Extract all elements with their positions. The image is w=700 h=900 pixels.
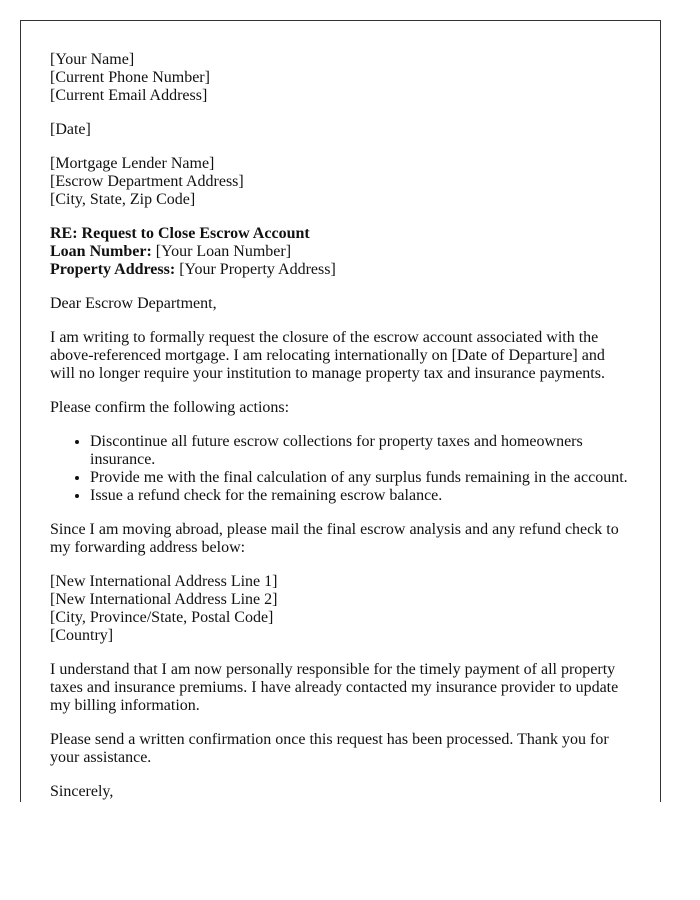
subject-line: [50, 225, 632, 243]
forwarding-address-country: [Country]: [50, 627, 114, 644]
forwarding-address-line2: [New International Address Line 2]: [50, 591, 278, 608]
loan-number-line: [50, 243, 632, 261]
forwarding-address-line1: [New International Address Line 1]: [50, 573, 278, 590]
sender-email: [Current Email Address]: [50, 87, 208, 104]
property-address-label: Property Address:: [50, 261, 176, 278]
action-item: • Discontinue all future escrow collections for property taxes and homeowners insurance.: [90, 433, 632, 469]
forwarding-address-city: [City, Province/State, Postal Code]: [50, 609, 274, 626]
forwarding-address-block: [50, 573, 632, 645]
action-item: • Provide me with the final calculation of any surplus funds remaining in the account.: [90, 469, 632, 487]
subject-re: RE: Request to Close Escrow Account: [50, 225, 310, 242]
actions-list: [50, 433, 632, 505]
loan-number-label: Loan Number:: [50, 243, 152, 260]
letter-date: [Date]: [50, 121, 91, 138]
recipient-lender: [Mortgage Lender Name]: [50, 155, 215, 172]
responsibility-paragraph: I understand that I am now personally responsible for the timely payment of all property taxes and insurance premiums. I have already contacted my insurance provider to update my billing information.: [50, 661, 619, 714]
property-address-line: [50, 261, 632, 279]
sender-phone: [Current Phone Number]: [50, 69, 210, 86]
loan-number-value: [Your Loan Number]: [151, 243, 292, 260]
salutation: Dear Escrow Department,: [50, 295, 217, 312]
recipient-address: [Escrow Department Address]: [50, 173, 244, 190]
recipient-city-state-zip: [City, State, Zip Code]: [50, 191, 196, 208]
closing-sincerely: Sincerely,: [50, 783, 114, 800]
sender-block: [50, 51, 632, 105]
sender-name: [Your Name]: [50, 51, 135, 68]
date-block: [50, 121, 632, 139]
closing-request-paragraph: Please send a written confirmation once this request has been processed. Thank you for your assistance.: [50, 731, 609, 766]
recipient-block: [50, 155, 632, 209]
subject-block: [50, 225, 632, 279]
letter-page: [20, 20, 661, 802]
property-address-value: [Your Property Address]: [175, 261, 336, 278]
intro-paragraph: I am writing to formally request the closure of the escrow account associated with the above-referenced mortgage. I am relocating internationally on [Date of Departure] and will no longer require your institution to manage property tax and insurance payments.: [50, 329, 605, 382]
action-item: • Issue a refund check for the remaining escrow balance.: [90, 487, 632, 505]
confirm-lead-paragraph: Please confirm the following actions:: [50, 399, 290, 416]
forwarding-lead-paragraph: Since I am moving abroad, please mail the final escrow analysis and any refund check to my forwarding address below:: [50, 521, 619, 556]
